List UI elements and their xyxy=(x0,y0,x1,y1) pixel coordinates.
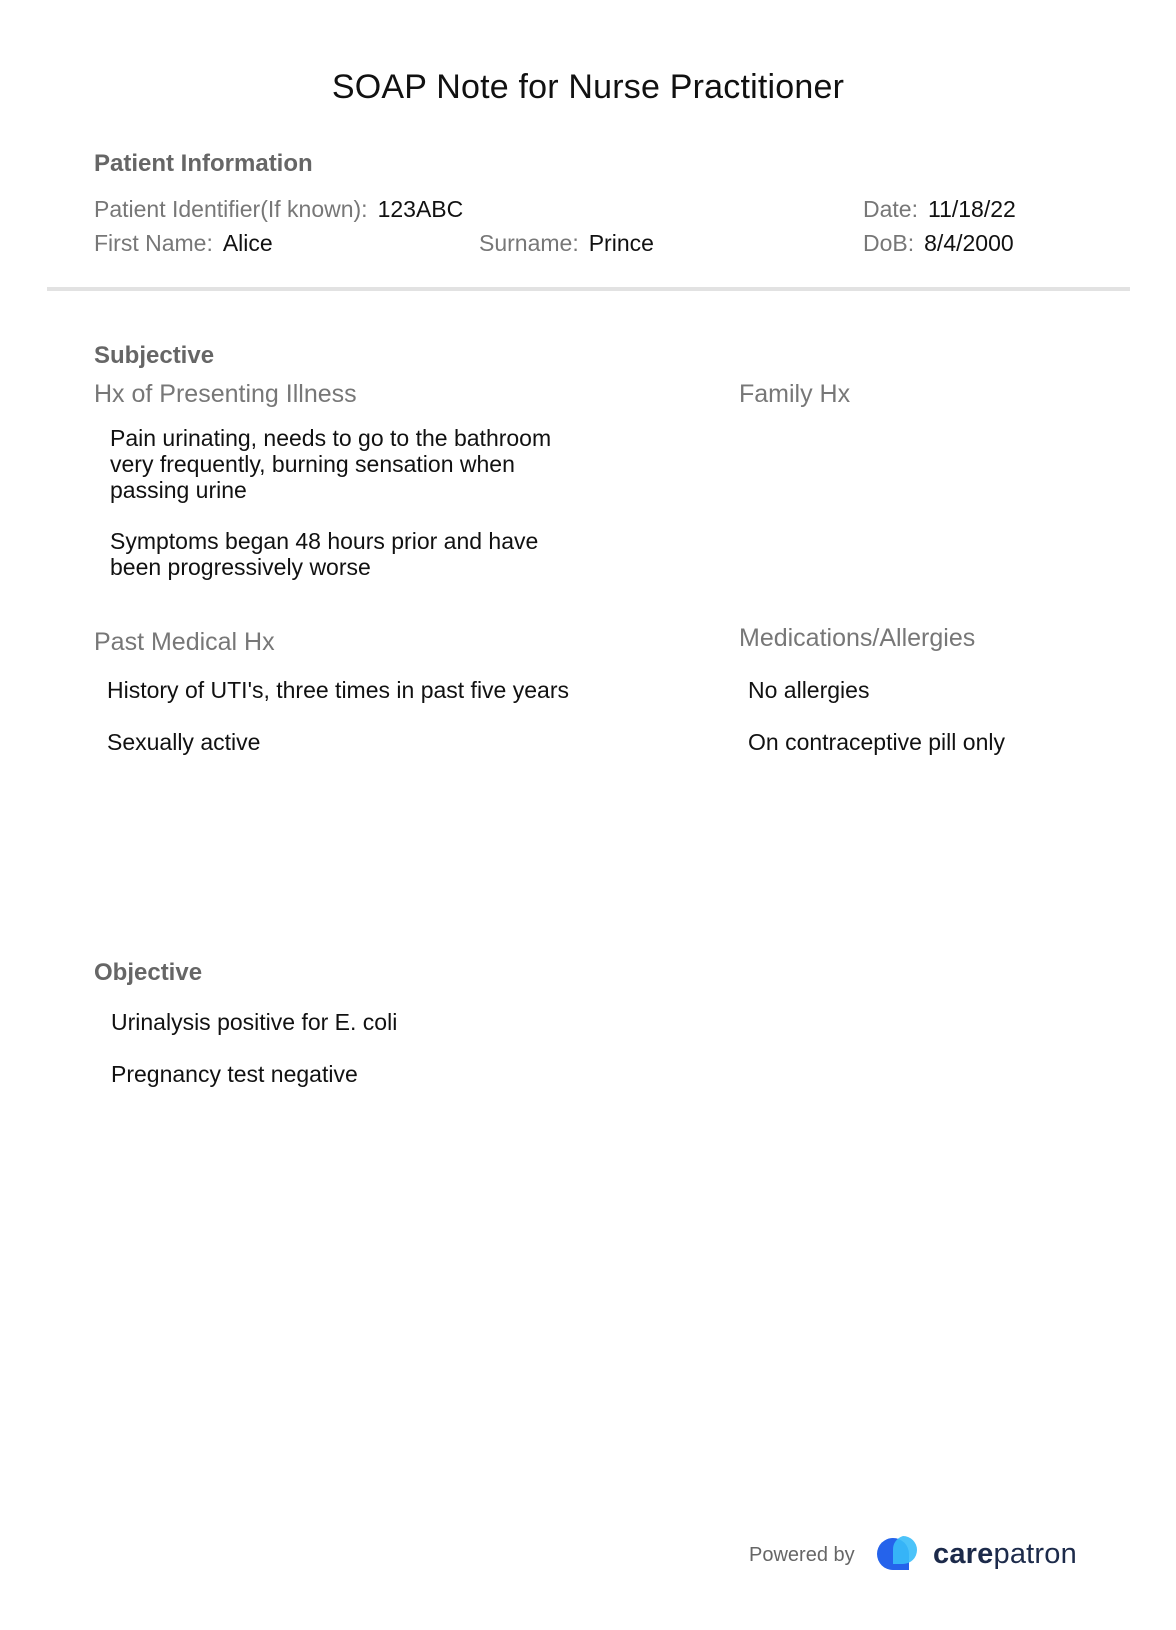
patient-info-heading: Patient Information xyxy=(94,150,313,177)
dob-value: 8/4/2000 xyxy=(924,230,1014,256)
date-label: Date: xyxy=(863,196,918,222)
past-medical-entry: Sexually active xyxy=(107,729,261,755)
carepatron-logo-icon xyxy=(873,1534,929,1574)
first-name-label: First Name: xyxy=(94,230,213,256)
objective-entry: Pregnancy test negative xyxy=(111,1061,358,1087)
dob-row xyxy=(863,230,1014,257)
subjective-heading: Subjective xyxy=(94,342,215,369)
dob-label: DoB: xyxy=(863,230,915,256)
brand-name: carepatron xyxy=(933,1537,1077,1570)
document-title: SOAP Note for Nurse Practitioner xyxy=(331,68,845,106)
surname-value: Prince xyxy=(588,230,654,256)
surname-label: Surname: xyxy=(479,230,579,256)
family-hx-label: Family Hx xyxy=(739,380,851,408)
hpi-entry: Symptoms began 48 hours prior and have been progressively worse xyxy=(110,528,539,580)
medication-entry: On contraceptive pill only xyxy=(748,729,1005,755)
patient-identifier-label: Patient Identifier(If known): xyxy=(94,196,368,222)
surname-row xyxy=(479,230,654,257)
powered-by-label: Powered by xyxy=(749,1544,855,1566)
first-name-value: Alice xyxy=(222,230,273,256)
medications-allergies-label: Medications/Allergies xyxy=(739,624,976,652)
patient-identifier-row xyxy=(94,196,463,223)
hpi-entry: Pain urinating, needs to go to the bathroom very frequently, burning sensation when passing urine xyxy=(110,425,552,503)
patient-identifier-value: 123ABC xyxy=(377,196,464,222)
carepatron-logo xyxy=(873,1534,1077,1574)
date-value: 11/18/22 xyxy=(927,196,1016,222)
past-medical-hx-label: Past Medical Hx xyxy=(94,628,275,656)
past-medical-entry: History of UTI's, three times in past five years xyxy=(107,677,569,703)
first-name-row xyxy=(94,230,273,257)
section-divider xyxy=(47,287,1130,291)
hpi-label: Hx of Presenting Illness xyxy=(94,380,357,408)
medication-entry: No allergies xyxy=(748,677,870,703)
date-row xyxy=(863,196,1016,223)
objective-heading: Objective xyxy=(94,959,203,986)
objective-entry: Urinalysis positive for E. coli xyxy=(111,1009,398,1035)
